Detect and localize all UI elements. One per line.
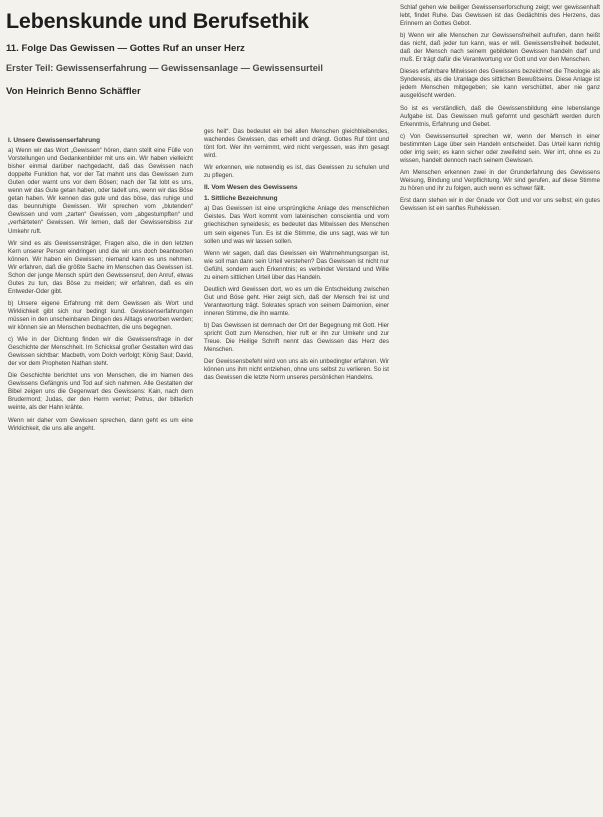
paragraph: Wir sind es als Gewissensträger, Fragen also, die in den letzten Kern unserer Person eindringen und die wir uns doch beantworten können. Wir haben ein Gewissen; niemand kann es uns nehmen. Wir erfahren, daß die größte Sache im Menschen das Gewissen ist. Schon der junge Mensch spürt den Gewissensruf, den Anruf, etwas Gutes zu tun, das Böse zu meiden; wir erfahren, daß es ein Entweder-Oder gibt. xyxy=(8,239,193,295)
paragraph: Wenn wir sagen, daß das Gewissen ein Wahrnehmungsorgan ist, wie soll man dann sein Urteil verstehen? Das Gewissen ist nicht nur Gefühl, sondern auch Erkenntnis; es verbindet Verstand und Wille zu einem sittlichen Urteil über das Handeln. xyxy=(204,249,389,281)
paragraph: Der Gewissensbefehl wird von uns als ein unbedingter erfahren. Wir können uns ihm nicht entziehen, ohne uns selbst zu verlieren. So ist das Gewissen die letzte Norm unseres persönlichen Handelns. xyxy=(204,358,389,382)
paragraph: b) Das Gewissen ist demnach der Ort der Begegnung mit Gott. Hier spricht Gott zum Menschen, hier ruft er ihn zur Umkehr und zur Treue. Die Heilige Schrift nennt das Gewissen das Herz des Menschen. xyxy=(204,321,389,354)
text-column-3 xyxy=(400,4,600,812)
paragraph: Wenn wir daher vom Gewissen sprechen, dann geht es um eine Wirklichkeit, die uns alle angeht. xyxy=(8,416,193,432)
paragraph: b) Unsere eigene Erfahrung mit dem Gewissen als Wort und Wirklichkeit gibt sich nur bedingt kund. Gewissenserfahrungen müssen in den unscheinbaren Dingen des Alltags erworben werden; wir können sie an Menschen beobachten, die uns begegnen. xyxy=(8,299,193,332)
paragraph: c) Wie in der Dichtung finden wir die Gewissensfrage in der Geschichte der Menschheit. Im Schicksal großer Gestalten wird das Gewissen sichtbar: Macbeth, vom Dolch verfolgt; König Saul; David, der vor dem Propheten Nathan steht. xyxy=(8,336,193,368)
paragraph: a) Das Gewissen ist eine ursprüngliche Anlage des menschlichen Geistes. Das Wort kommt vom lateinischen conscientia und vom griechischen syneidesis; es bedeutet das Mitwissen des Menschen um sein eigenes Tun. Es ist die Stimme, die uns sagt, was wir tun sollen und was wir lassen sollen. xyxy=(204,205,389,245)
paragraph: Die Geschichte berichtet uns von Menschen, die im Namen des Gewissens Gefängnis und Tod auf sich nahmen. Alle Gestalten der Bibel zeigen uns die Gegenwart des Gewissens: Kain, nach dem Brudermord; Judas, der den Herrn verriet; Petrus, der bitterlich weinte, als der Hahn krähte. xyxy=(8,372,193,412)
text-column-1 xyxy=(8,134,193,812)
article-subtitle: 11. Folge Das Gewissen — Gottes Ruf an unser Herz xyxy=(6,43,245,54)
article-author: Von Heinrich Benno Schäffler xyxy=(6,86,141,97)
paragraph: c) Von Gewissensurteil sprechen wir, wenn der Mensch in einer bestimmten Lage über sein Handeln entscheidet. Das Urteil kann richtig oder irrig sein; es kann sicher oder zweifelnd sein. Wer irrt, ohne es zu wissen, handelt dennoch nach seinem Gewissen. xyxy=(400,132,600,164)
article-header xyxy=(6,8,401,98)
paragraph: Wir erkennen, wie notwendig es ist, das Gewissen zu schulen und zu pflegen. xyxy=(204,164,389,180)
paragraph: Schlaf gehen wie beiliger Gewissenserforschung zeigt; wer gewissenhaft lebt, findet Ruhe. Das Gewissen ist das Gedächtnis des Herzens, das Erinnern an Gottes Gebot. xyxy=(400,4,600,28)
paragraph: Am Menschen erkennen zwei in der Grunderfahrung des Gewissens Weisung, Bindung und Verpflichtung. Wir sind gerufen, auf diese Stimme zu hören und ihr zu folgen, auch wenn es schwer fällt. xyxy=(400,168,600,192)
paragraph: ges heit“. Das bedeutet ein bei allen Menschen gleichbleibendes, wachendes Gewissen, das erhellt und drängt. Gottes Ruf tönt und tönt fort. Wer ihn vernimmt, wird nicht vergessen, was ihm gesagt wird. xyxy=(204,128,389,160)
article-title: Lebenskunde und Berufsethik xyxy=(6,9,309,33)
text-column-2 xyxy=(204,128,389,812)
section-heading: I. Unsere Gewissenserfahrung xyxy=(8,137,100,144)
paragraph: Dieses erfahrbare Mitwissen des Gewissens bezeichnet die Theologie als Synderesis, als die Uranlage des sittlichen Bewußtseins. Diese Anlage ist jedem Menschen mitgegeben; sie kann verschüttet, aber nie ganz ausgelöscht werden. xyxy=(400,68,600,100)
subsection-heading: 1. Sittliche Bezeichnung xyxy=(204,195,278,203)
section-heading: II. Vom Wesen des Gewissens xyxy=(204,184,298,192)
article-part-heading: Erster Teil: Gewissenserfahrung — Gewissensanlage — Gewissensurteil xyxy=(6,63,323,73)
paragraph: Erst dann stehen wir in der Gnade vor Gott und vor uns selbst; ein gutes Gewissen ist ein sanftes Ruhekissen. xyxy=(400,196,600,213)
paragraph: Deutlich wird Gewissen dort, wo es um die Entscheidung zwischen Gut und Böse geht. Hier zeigt sich, daß der Mensch frei ist und Verantwortung trägt. Sokrates sprach von seinem Daimonion, einer inneren Stimme, die ihn warnte. xyxy=(204,285,389,317)
paragraph: So ist es verständlich, daß die Gewissensbildung eine lebenslange Aufgabe ist. Das Gewissen muß geformt und geschärft werden durch Erkenntnis, Erfahrung und Gebet. xyxy=(400,104,600,128)
paragraph: a) Wenn wir das Wort „Gewissen“ hören, dann stellt eine Fülle von Vorstellungen und Gedankenbilder mit uns ein. Wir haben vielleicht bisher einmal darüber nachgedacht, daß das Gewissen nach doppelte Funktion hat, vor der Tat mahnt uns das Gewissen zum Guten oder warnt uns vor dem Bösen; nach der Tat lobt es uns, wenn wir das Gute getan haben, oder tadelt uns, wenn wir das Böse getan haben. Wir kennen das gute und das böse, das ruhige und das beunruhigte Gewissen. Wir sprechen vom „blutenden“ Gewissen und vom „zarten“ Gewissen, vom „abgestumpften“ und „verhärteten“ Gewissen. Wir lernen, daß der Gewissensbiss zur Umkehr ruft. xyxy=(8,147,193,235)
paragraph: b) Wenn wir alle Menschen zur Gewissensfreiheit aufrufen, dann heißt das nicht, daß jeder tun kann, was er will. Gewissensfreiheit bedeutet, daß der Mensch nach seinem gebildeten Gewissen handeln darf und muß. Er trägt dafür die Verantwortung vor Gott und vor den Menschen. xyxy=(400,32,600,64)
